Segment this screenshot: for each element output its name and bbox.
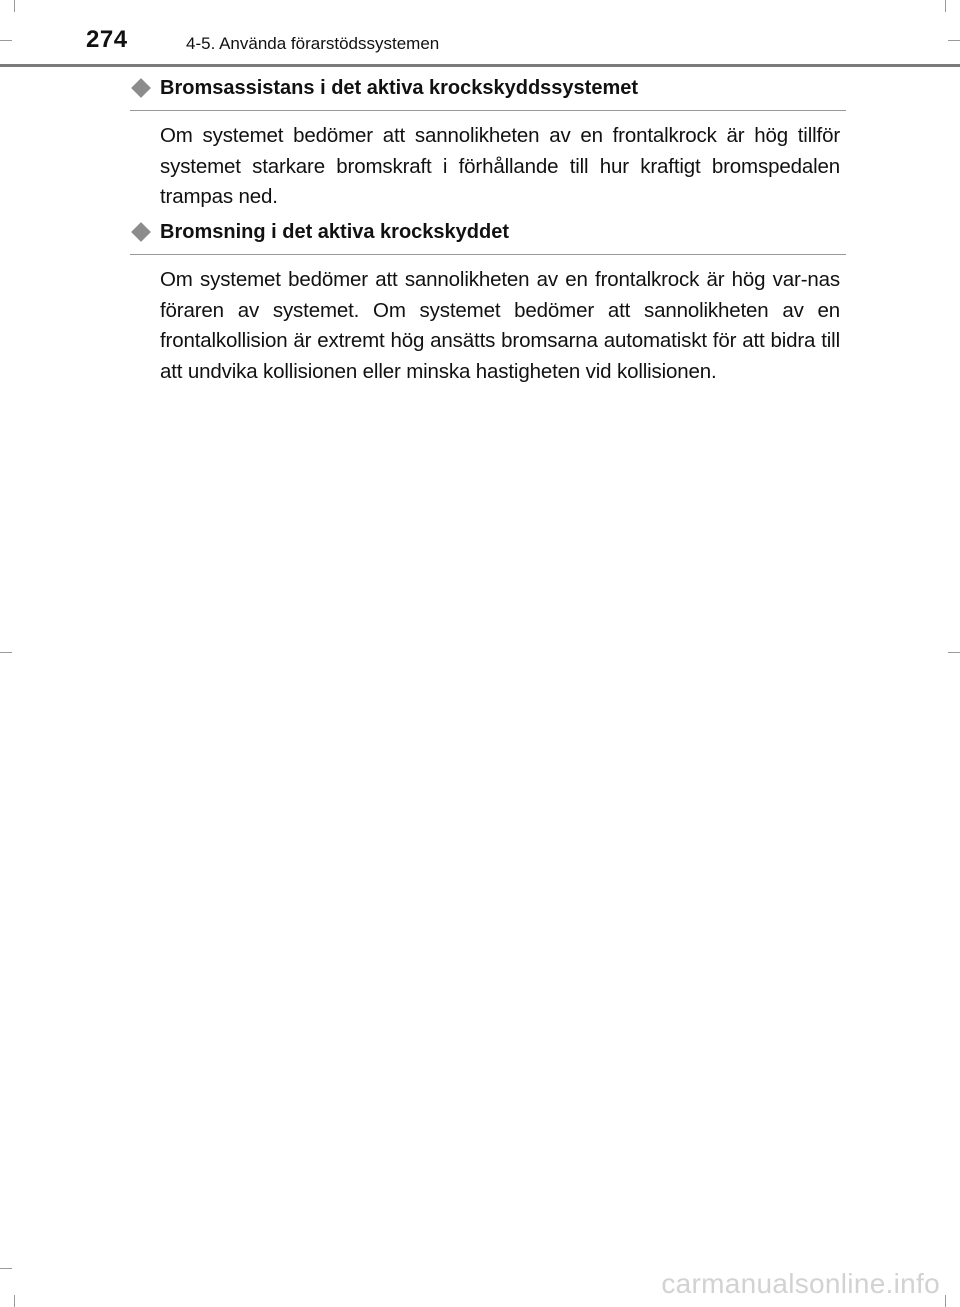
- crop-mark: [0, 652, 12, 653]
- subsection-body: Om systemet bedömer att sannolikheten av en frontalkrock är hög var-nas föraren av systemet. Om systemet bedömer att sannolikheten av en frontalkollision är extremt hög ansätts bromsarna automatiskt för att bidra till att undvika kollisionen eller minska hastigheten vid kollisionen.: [160, 268, 840, 383]
- crop-mark: [0, 1268, 12, 1269]
- crop-mark: [14, 1295, 15, 1307]
- page-header: [0, 0, 960, 70]
- page-number: 274: [86, 26, 128, 53]
- watermark-text: carmanualsonline.info: [661, 1268, 940, 1299]
- diamond-icon: [131, 222, 151, 242]
- section-title: 4-5. Använda förarstödssystemen: [186, 34, 440, 53]
- subsection-heading: [130, 74, 846, 111]
- subsection-body: Om systemet bedömer att sannolikheten av en frontalkrock är hög tillför systemet starkare bromskraft i förhållande till hur kraftigt bromspedalen trampas ned.: [160, 124, 840, 208]
- subsection-heading-text: Bromsning i det aktiva krockskyddet: [160, 221, 510, 243]
- crop-mark: [948, 652, 960, 653]
- subsection-heading-text: Bromsassistans i det aktiva krockskyddssystemet: [160, 77, 639, 99]
- diamond-icon: [131, 78, 151, 98]
- subsection: [130, 74, 846, 213]
- crop-mark: [945, 1295, 946, 1307]
- subsection: [130, 218, 846, 387]
- watermark: [600, 1262, 940, 1302]
- subsection-heading: [130, 218, 846, 255]
- header-divider: [0, 64, 960, 67]
